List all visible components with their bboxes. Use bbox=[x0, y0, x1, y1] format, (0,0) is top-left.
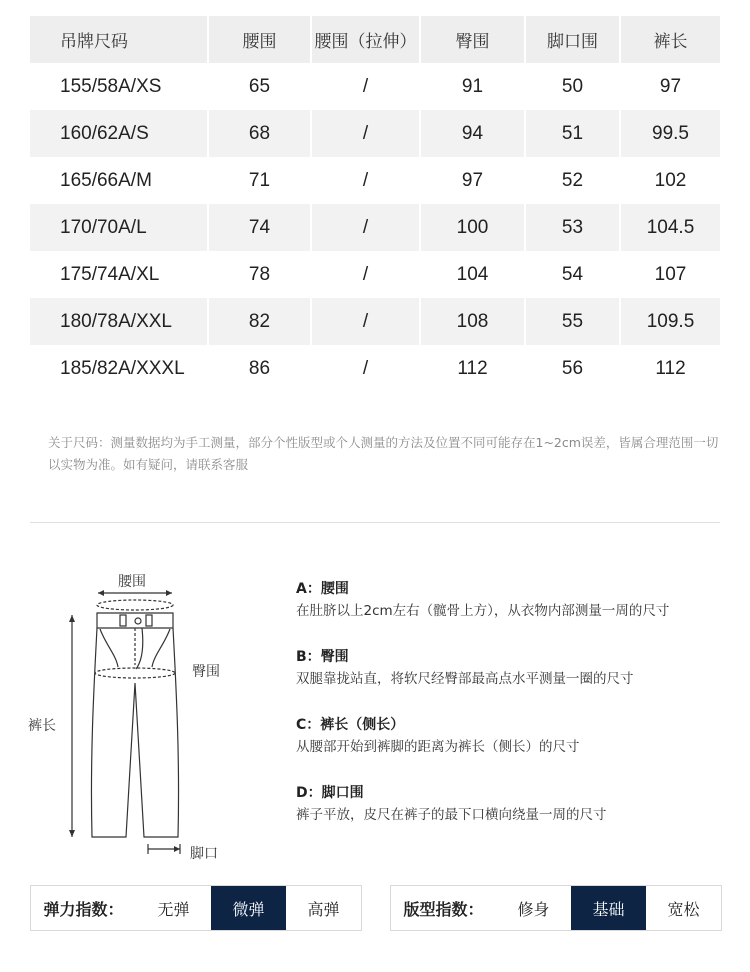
size-cell: 180/78A/XXL bbox=[60, 310, 172, 332]
waist-stretched-cell: / bbox=[311, 204, 420, 251]
hip-cell: 97 bbox=[420, 157, 525, 204]
table-row bbox=[30, 251, 720, 298]
table-row bbox=[30, 63, 720, 110]
waist-stretched-cell: / bbox=[311, 157, 420, 204]
measurement-definitions bbox=[296, 578, 736, 850]
size-cell: 185/82A/XXXL bbox=[60, 357, 185, 379]
definition-title: C：裤长（侧长） bbox=[296, 717, 405, 733]
header-waist: 腰围 bbox=[208, 16, 311, 63]
header-tag-size: 吊牌尺码 bbox=[60, 32, 128, 52]
waist-cell: 82 bbox=[208, 298, 311, 345]
table-row bbox=[30, 298, 720, 345]
hem-cell: 56 bbox=[525, 345, 620, 392]
size-cell: 165/66A/M bbox=[60, 169, 152, 191]
elasticity-option-slight[interactable]: 微弹 bbox=[211, 886, 286, 930]
waist-cell: 74 bbox=[208, 204, 311, 251]
table-row bbox=[30, 204, 720, 251]
definition-title: B：臀围 bbox=[296, 649, 349, 665]
fit-index bbox=[390, 885, 722, 931]
waist-stretched-cell: / bbox=[311, 63, 420, 110]
size-table bbox=[30, 16, 720, 392]
definition-title: D：脚口围 bbox=[296, 785, 364, 801]
definition-desc: 在肚脐以上2cm左右（髋骨上方），从衣物内部测量一周的尺寸 bbox=[296, 603, 670, 619]
definition-length bbox=[296, 714, 736, 782]
table-row bbox=[30, 157, 720, 204]
definition-desc: 裤子平放，皮尺在裤子的最下口横向绕量一周的尺寸 bbox=[296, 807, 607, 823]
waist-cell: 71 bbox=[208, 157, 311, 204]
waist-cell: 86 bbox=[208, 345, 311, 392]
hip-cell: 100 bbox=[420, 204, 525, 251]
fit-option-slim[interactable]: 修身 bbox=[517, 899, 550, 919]
size-cell: 175/74A/XL bbox=[60, 263, 160, 285]
waist-stretched-cell: / bbox=[311, 110, 420, 157]
hip-cell: 108 bbox=[420, 298, 525, 345]
size-note: 关于尺码：测量数据均为手工测量，部分个性版型或个人测量的方法及位置不同可能存在1~2cm误差，皆属合理范围一切以实物为准。如有疑问，请联系客服 bbox=[48, 435, 719, 472]
length-cell: 99.5 bbox=[620, 110, 720, 157]
hip-cell: 104 bbox=[420, 251, 525, 298]
fit-label: 版型指数： bbox=[403, 899, 484, 919]
definition-desc: 双腿靠拢站直，将软尺经臀部最高点水平测量一圈的尺寸 bbox=[296, 671, 634, 687]
definition-hem bbox=[296, 782, 736, 850]
definition-hip bbox=[296, 646, 736, 714]
elasticity-option-high[interactable]: 高弹 bbox=[307, 899, 340, 919]
hem-cell: 55 bbox=[525, 298, 620, 345]
fit-option-loose[interactable]: 宽松 bbox=[667, 899, 700, 919]
definition-waist bbox=[296, 578, 736, 646]
waist-ellipse bbox=[97, 600, 173, 610]
label-hem: 脚口 bbox=[190, 846, 218, 862]
label-length: 裤长 bbox=[28, 718, 56, 734]
elasticity-label: 弹力指数： bbox=[43, 899, 124, 919]
length-cell: 104.5 bbox=[620, 204, 720, 251]
hip-cell: 112 bbox=[420, 345, 525, 392]
hem-cell: 52 bbox=[525, 157, 620, 204]
header-waist-stretched: 腰围（拉伸） bbox=[311, 16, 420, 63]
pants-icon bbox=[20, 565, 260, 875]
length-cell: 102 bbox=[620, 157, 720, 204]
pants-diagram bbox=[20, 565, 260, 875]
header-length: 裤长 bbox=[620, 16, 720, 63]
divider bbox=[30, 522, 720, 523]
waist-cell: 78 bbox=[208, 251, 311, 298]
hem-cell: 53 bbox=[525, 204, 620, 251]
waist-stretched-cell: / bbox=[311, 298, 420, 345]
hem-cell: 51 bbox=[525, 110, 620, 157]
length-cell: 107 bbox=[620, 251, 720, 298]
size-cell: 170/70A/L bbox=[60, 216, 147, 238]
header-hem: 脚口围 bbox=[525, 16, 620, 63]
hem-cell: 50 bbox=[525, 63, 620, 110]
length-cell: 97 bbox=[620, 63, 720, 110]
definition-title: A：腰围 bbox=[296, 581, 349, 597]
waist-stretched-cell: / bbox=[311, 345, 420, 392]
hip-cell: 94 bbox=[420, 110, 525, 157]
length-cell: 112 bbox=[620, 345, 720, 392]
table-row bbox=[30, 110, 720, 157]
size-table-header-row bbox=[30, 16, 720, 63]
waist-cell: 68 bbox=[208, 110, 311, 157]
elasticity-index bbox=[30, 885, 362, 931]
waist-stretched-cell: / bbox=[311, 251, 420, 298]
label-hip: 臀围 bbox=[192, 664, 220, 680]
waist-cell: 65 bbox=[208, 63, 311, 110]
label-waist: 腰围 bbox=[118, 574, 146, 590]
hem-cell: 54 bbox=[525, 251, 620, 298]
fit-option-regular[interactable]: 基础 bbox=[571, 886, 646, 930]
hip-ellipse bbox=[95, 668, 175, 678]
table-row bbox=[30, 345, 720, 392]
elasticity-option-none[interactable]: 无弹 bbox=[157, 899, 190, 919]
definition-desc: 从腰部开始到裤脚的距离为裤长（侧长）的尺寸 bbox=[296, 739, 580, 755]
hip-cell: 91 bbox=[420, 63, 525, 110]
size-cell: 155/58A/XS bbox=[60, 75, 162, 97]
size-cell: 160/62A/S bbox=[60, 122, 149, 144]
length-cell: 109.5 bbox=[620, 298, 720, 345]
header-hip: 臀围 bbox=[420, 16, 525, 63]
